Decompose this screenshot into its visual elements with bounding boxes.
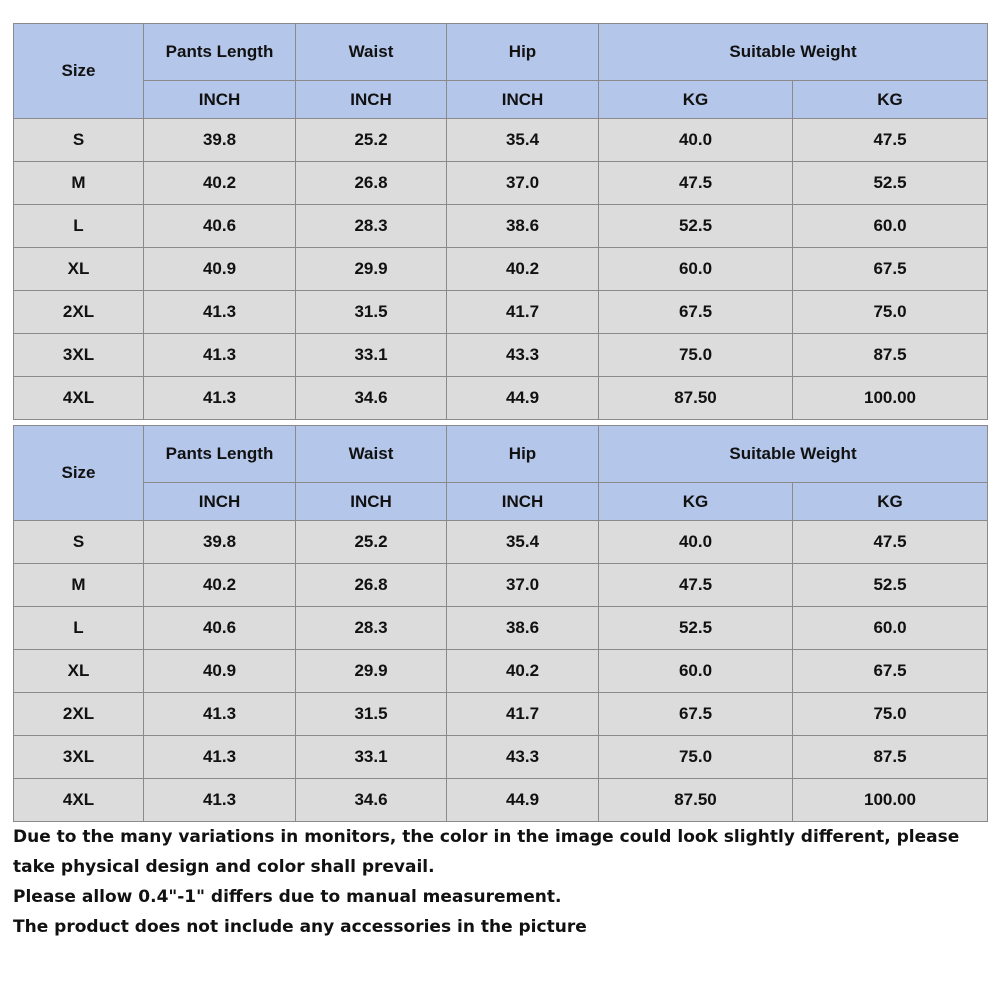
cell-weight-min: 40.0 bbox=[599, 521, 793, 564]
table-row bbox=[14, 521, 988, 564]
cell-hip: 41.7 bbox=[447, 693, 599, 736]
cell-size: S bbox=[14, 521, 144, 564]
table-row bbox=[14, 205, 988, 248]
cell-weight-min: 75.0 bbox=[599, 334, 793, 377]
unit-hip: INCH bbox=[447, 483, 599, 521]
cell-weight-max: 52.5 bbox=[793, 162, 988, 205]
cell-weight-max: 52.5 bbox=[793, 564, 988, 607]
cell-waist: 34.6 bbox=[296, 377, 447, 420]
cell-waist: 25.2 bbox=[296, 521, 447, 564]
cell-size: 2XL bbox=[14, 693, 144, 736]
cell-weight-max: 60.0 bbox=[793, 607, 988, 650]
cell-size: M bbox=[14, 564, 144, 607]
note-measurement-tolerance: Please allow 0.4"-1" differs due to manual measurement. bbox=[13, 887, 562, 907]
cell-pants-length: 40.6 bbox=[144, 205, 296, 248]
table-row bbox=[14, 162, 988, 205]
cell-size: L bbox=[14, 205, 144, 248]
cell-weight-min: 67.5 bbox=[599, 291, 793, 334]
cell-hip: 37.0 bbox=[447, 564, 599, 607]
unit-row bbox=[14, 81, 988, 119]
cell-weight-min: 47.5 bbox=[599, 564, 793, 607]
cell-size: S bbox=[14, 119, 144, 162]
cell-weight-min: 87.50 bbox=[599, 779, 793, 822]
cell-waist: 34.6 bbox=[296, 779, 447, 822]
cell-pants-length: 41.3 bbox=[144, 693, 296, 736]
table-row bbox=[14, 607, 988, 650]
cell-size: 2XL bbox=[14, 291, 144, 334]
cell-pants-length: 41.3 bbox=[144, 779, 296, 822]
cell-weight-min: 75.0 bbox=[599, 736, 793, 779]
cell-weight-min: 47.5 bbox=[599, 162, 793, 205]
header-size: Size bbox=[14, 24, 144, 119]
cell-hip: 44.9 bbox=[447, 779, 599, 822]
cell-weight-max: 67.5 bbox=[793, 650, 988, 693]
cell-pants-length: 40.6 bbox=[144, 607, 296, 650]
header-size: Size bbox=[14, 426, 144, 521]
header-pants-length: Pants Length bbox=[144, 426, 296, 483]
cell-size: 3XL bbox=[14, 334, 144, 377]
unit-row bbox=[14, 483, 988, 521]
size-chart-table-2 bbox=[13, 425, 988, 822]
cell-waist: 25.2 bbox=[296, 119, 447, 162]
cell-size: 4XL bbox=[14, 377, 144, 420]
header-suitable-weight: Suitable Weight bbox=[599, 24, 988, 81]
cell-hip: 38.6 bbox=[447, 205, 599, 248]
cell-pants-length: 40.9 bbox=[144, 248, 296, 291]
unit-pants-length: INCH bbox=[144, 483, 296, 521]
unit-waist: INCH bbox=[296, 483, 447, 521]
table-row bbox=[14, 650, 988, 693]
header-waist: Waist bbox=[296, 426, 447, 483]
cell-weight-max: 100.00 bbox=[793, 377, 988, 420]
cell-weight-min: 60.0 bbox=[599, 650, 793, 693]
table-row bbox=[14, 693, 988, 736]
unit-weight-max: KG bbox=[793, 81, 988, 119]
cell-weight-max: 87.5 bbox=[793, 334, 988, 377]
cell-weight-max: 87.5 bbox=[793, 736, 988, 779]
cell-weight-min: 52.5 bbox=[599, 205, 793, 248]
cell-pants-length: 41.3 bbox=[144, 736, 296, 779]
cell-waist: 33.1 bbox=[296, 334, 447, 377]
cell-pants-length: 41.3 bbox=[144, 377, 296, 420]
cell-size: XL bbox=[14, 248, 144, 291]
cell-pants-length: 41.3 bbox=[144, 291, 296, 334]
cell-pants-length: 39.8 bbox=[144, 521, 296, 564]
cell-hip: 38.6 bbox=[447, 607, 599, 650]
cell-weight-min: 52.5 bbox=[599, 607, 793, 650]
cell-size: M bbox=[14, 162, 144, 205]
cell-waist: 31.5 bbox=[296, 291, 447, 334]
cell-size: L bbox=[14, 607, 144, 650]
cell-hip: 37.0 bbox=[447, 162, 599, 205]
cell-weight-min: 60.0 bbox=[599, 248, 793, 291]
cell-hip: 35.4 bbox=[447, 119, 599, 162]
cell-waist: 31.5 bbox=[296, 693, 447, 736]
cell-size: 4XL bbox=[14, 779, 144, 822]
table-row bbox=[14, 248, 988, 291]
header-row bbox=[14, 24, 988, 81]
size-chart-table-1 bbox=[13, 23, 988, 420]
cell-weight-max: 47.5 bbox=[793, 119, 988, 162]
unit-pants-length: INCH bbox=[144, 81, 296, 119]
unit-hip: INCH bbox=[447, 81, 599, 119]
cell-hip: 44.9 bbox=[447, 377, 599, 420]
table-row bbox=[14, 736, 988, 779]
unit-weight-min: KG bbox=[599, 81, 793, 119]
cell-weight-max: 100.00 bbox=[793, 779, 988, 822]
cell-waist: 26.8 bbox=[296, 564, 447, 607]
cell-weight-max: 75.0 bbox=[793, 693, 988, 736]
unit-weight-min: KG bbox=[599, 483, 793, 521]
cell-weight-max: 67.5 bbox=[793, 248, 988, 291]
cell-pants-length: 40.9 bbox=[144, 650, 296, 693]
cell-pants-length: 41.3 bbox=[144, 334, 296, 377]
cell-weight-max: 60.0 bbox=[793, 205, 988, 248]
unit-waist: INCH bbox=[296, 81, 447, 119]
disclaimer-notes bbox=[13, 822, 987, 942]
cell-pants-length: 39.8 bbox=[144, 119, 296, 162]
cell-weight-min: 40.0 bbox=[599, 119, 793, 162]
cell-size: 3XL bbox=[14, 736, 144, 779]
table-row bbox=[14, 779, 988, 822]
cell-hip: 40.2 bbox=[447, 650, 599, 693]
table-row bbox=[14, 377, 988, 420]
table-row bbox=[14, 334, 988, 377]
cell-waist: 33.1 bbox=[296, 736, 447, 779]
cell-hip: 40.2 bbox=[447, 248, 599, 291]
cell-hip: 35.4 bbox=[447, 521, 599, 564]
size-chart-body bbox=[14, 24, 988, 420]
header-row bbox=[14, 426, 988, 483]
cell-waist: 29.9 bbox=[296, 248, 447, 291]
table-row bbox=[14, 564, 988, 607]
cell-waist: 28.3 bbox=[296, 205, 447, 248]
cell-hip: 43.3 bbox=[447, 334, 599, 377]
cell-hip: 41.7 bbox=[447, 291, 599, 334]
cell-weight-max: 75.0 bbox=[793, 291, 988, 334]
unit-weight-max: KG bbox=[793, 483, 988, 521]
cell-weight-min: 87.50 bbox=[599, 377, 793, 420]
header-pants-length: Pants Length bbox=[144, 24, 296, 81]
note-accessories: The product does not include any accessories in the picture bbox=[13, 917, 587, 937]
table-row bbox=[14, 119, 988, 162]
header-hip: Hip bbox=[447, 426, 599, 483]
note-color-disclaimer: Due to the many variations in monitors, the color in the image could look slightly different, please take physical design and color shall prevail. bbox=[13, 827, 960, 877]
table-row bbox=[14, 291, 988, 334]
cell-waist: 28.3 bbox=[296, 607, 447, 650]
header-hip: Hip bbox=[447, 24, 599, 81]
header-suitable-weight: Suitable Weight bbox=[599, 426, 988, 483]
header-waist: Waist bbox=[296, 24, 447, 81]
cell-pants-length: 40.2 bbox=[144, 564, 296, 607]
size-chart-body bbox=[14, 426, 988, 822]
cell-waist: 26.8 bbox=[296, 162, 447, 205]
cell-pants-length: 40.2 bbox=[144, 162, 296, 205]
cell-size: XL bbox=[14, 650, 144, 693]
cell-waist: 29.9 bbox=[296, 650, 447, 693]
cell-hip: 43.3 bbox=[447, 736, 599, 779]
cell-weight-min: 67.5 bbox=[599, 693, 793, 736]
cell-weight-max: 47.5 bbox=[793, 521, 988, 564]
